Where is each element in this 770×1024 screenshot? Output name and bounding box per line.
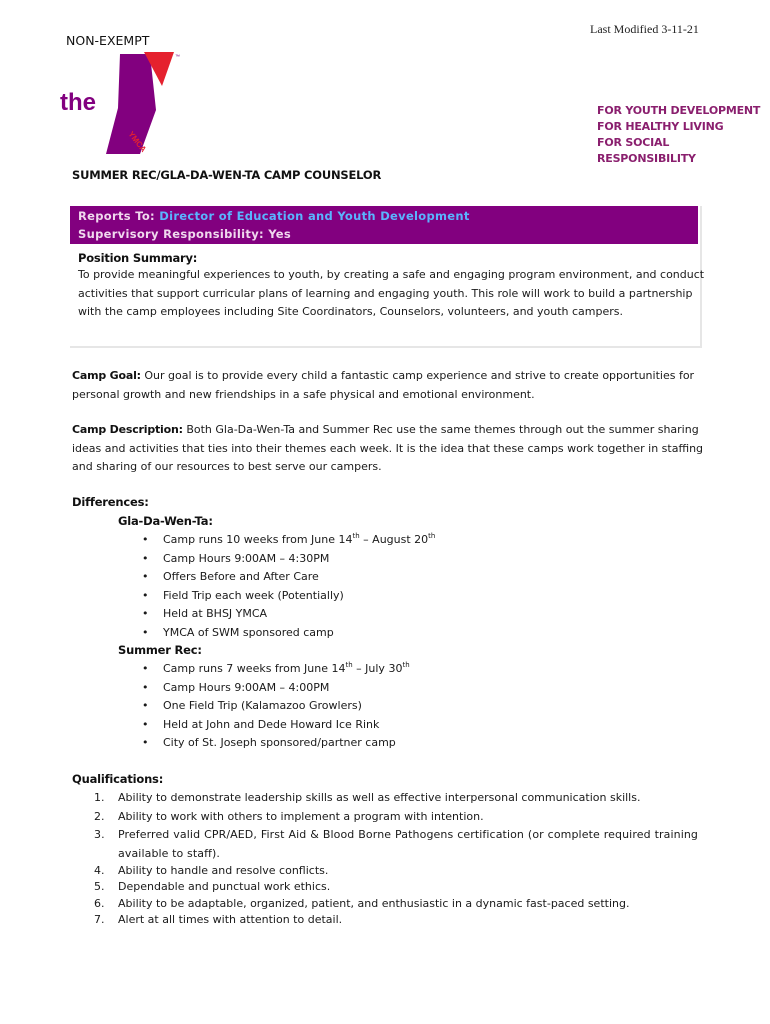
camp-goal-section: [72, 367, 694, 404]
differences-label: Differences:: [72, 495, 149, 509]
position-summary-text: [78, 266, 704, 322]
qualifications-label: Qualifications:: [72, 772, 164, 786]
supervisory-label: Supervisory Responsibility:: [78, 227, 264, 241]
logo-the-text: the: [60, 89, 96, 116]
list-item: • Camp Hours 9:00AM – 4:30PM: [142, 550, 435, 569]
list-item: • One Field Trip (Kalamazoo Growlers): [142, 697, 410, 716]
list-item: 1. Ability to demonstrate leadership skills as well as effective interpersonal communication skills.: [94, 791, 641, 804]
tagline-line-3: FOR SOCIAL RESPONSIBILITY: [597, 136, 696, 165]
logo-trademark: ™: [175, 54, 180, 60]
summer-rec-label: Summer Rec:: [118, 643, 202, 657]
tagline-line-1: FOR YOUTH DEVELOPMENT: [597, 104, 761, 117]
reports-to-row: [78, 209, 470, 223]
list-item: • Camp Hours 9:00AM – 4:00PM: [142, 679, 410, 698]
list-item: • Camp runs 7 weeks from June 14th – July 30th: [142, 660, 410, 679]
list-item: • Held at BHSJ YMCA: [142, 605, 435, 624]
logo-ymca-text: YMCA: [126, 129, 149, 154]
summer-rec-list: [142, 660, 410, 753]
list-item: 4. Ability to handle and resolve conflicts.: [94, 864, 329, 877]
qualifications-list: [94, 789, 698, 928]
list-item: • Offers Before and After Care: [142, 568, 435, 587]
reports-to-label: Reports To:: [78, 209, 155, 223]
camp-goal-label: Camp Goal:: [72, 369, 141, 382]
last-modified-date: Last Modified 3-11-21: [590, 22, 699, 36]
classification-label: NON-EXEMPT: [66, 33, 150, 48]
summary-line-1: To provide meaningful experiences to youth, by creating a safe and engaging program environment, and conduct: [78, 268, 705, 281]
reports-to-value: Director of Education and Youth Development: [159, 209, 470, 223]
list-item: • Field Trip each week (Potentially): [142, 587, 435, 606]
list-item: 3. Preferred valid CPR/AED, First Aid & Blood Borne Pathogens certification (or complete required training available to staff).: [94, 828, 698, 860]
summary-line-3: with the camp employees including Site Coordinators, Counselors, volunteers, and youth campers.: [78, 305, 624, 318]
list-item: • Camp runs 10 weeks from June 14th – August 20th: [142, 531, 435, 550]
camp-goal-line-1: Our goal is to provide every child a fantastic camp experience and strive to create opportunities for: [144, 369, 695, 382]
summary-line-2: activities that support curricular plans of learning and engaging youth. This role will work to build a partnership: [78, 286, 693, 300]
list-item: • City of St. Joseph sponsored/partner camp: [142, 734, 410, 753]
list-item: 7. Alert at all times with attention to detail.: [94, 912, 343, 926]
supervisory-value: Yes: [268, 227, 292, 241]
list-item: • YMCA of SWM sponsored camp: [142, 624, 435, 643]
camp-description-line-2: ideas and activities that ties into their themes each week. It is the idea that these camps work together in staffing: [72, 441, 704, 455]
camp-description-label: Camp Description:: [72, 423, 183, 436]
list-item: 2. Ability to work with others to implement a program with intention.: [94, 809, 484, 823]
list-item: • Held at John and Dede Howard Ice Rink: [142, 716, 410, 735]
list-item: 5. Dependable and punctual work ethics.: [94, 880, 331, 894]
camp-description-section: [72, 421, 703, 477]
gla-da-wen-ta-label: Gla-Da-Wen-Ta:: [118, 514, 213, 528]
position-summary-label: Position Summary:: [78, 251, 198, 265]
reporting-header-bar: [70, 206, 698, 244]
tagline-line-2: FOR HEALTHY LIVING: [597, 120, 724, 133]
ymca-logo: [58, 48, 190, 158]
supervisory-row: [78, 227, 291, 241]
gla-da-wen-ta-list: [142, 531, 435, 642]
camp-description-line-3: and sharing of our resources to best serve our campers.: [72, 460, 382, 473]
camp-goal-line-2: personal growth and new friendships in a safe physical and emotional environment.: [72, 387, 535, 401]
camp-description-line-1: Both Gla-Da-Wen-Ta and Summer Rec use the same themes through out the summer sharing: [186, 423, 699, 436]
job-title: SUMMER REC/GLA-DA-WEN-TA CAMP COUNSELOR: [72, 168, 382, 182]
ymca-tagline: [597, 103, 770, 167]
list-item: 6. Ability to be adaptable, organized, patient, and enthusiastic in a dynamic fast-paced setting.: [94, 896, 630, 910]
